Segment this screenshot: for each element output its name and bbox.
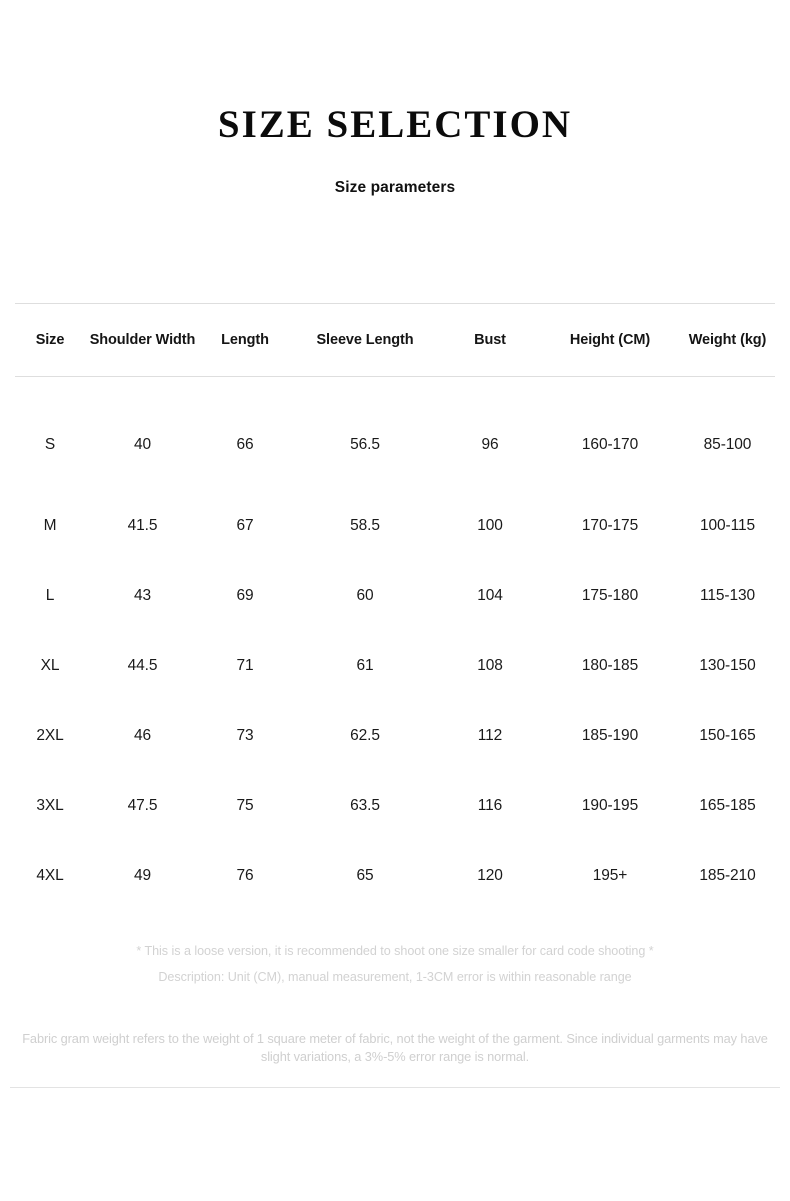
cell-height: 170-175: [581, 517, 639, 534]
cell-weight: 165-185: [699, 797, 756, 814]
cell-shoulder-width: 46: [133, 727, 152, 744]
cell-size: L: [45, 587, 55, 604]
cell-sleeve-length: 62.5: [350, 727, 380, 744]
cell-height: 160-170: [581, 436, 639, 453]
size-parameters-table: [15, 303, 775, 911]
cell-size: 3XL: [36, 797, 64, 814]
column-header-height: Height (CM): [540, 304, 680, 377]
cell-sleeve-length: 61: [356, 657, 374, 674]
cell-height: 175-180: [581, 587, 639, 604]
cell-size: M: [43, 517, 57, 534]
column-header-sleeve-length: Sleeve Length: [290, 304, 440, 377]
cell-weight: 185-210: [699, 867, 756, 884]
table-row: [15, 771, 775, 841]
cell-length: 69: [236, 587, 254, 604]
cell-height: 180-185: [581, 657, 639, 674]
cell-bust: 100: [477, 517, 503, 534]
cell-bust: 104: [477, 587, 503, 604]
cell-sleeve-length: 56.5: [350, 436, 380, 453]
cell-weight: 115-130: [699, 587, 756, 604]
cell-size: 4XL: [36, 867, 64, 884]
cell-bust: 108: [477, 657, 503, 674]
table-row: [15, 631, 775, 701]
table-row: [15, 561, 775, 631]
cell-shoulder-width: 41.5: [127, 517, 158, 534]
cell-sleeve-length: 63.5: [350, 797, 380, 814]
cell-length: 75: [236, 797, 254, 814]
cell-shoulder-width: 40: [133, 436, 152, 453]
cell-weight: 100-115: [699, 517, 756, 534]
cell-bust: 96: [481, 436, 499, 453]
cell-size: S: [44, 436, 56, 453]
footnote-loose-version: * This is a loose version, it is recommended to shoot one size smaller for card code shooting *: [136, 944, 654, 958]
footnote-measurement: Description: Unit (CM), manual measurement, 1-3CM error is within reasonable range: [158, 970, 632, 984]
page-subtitle: Size parameters: [334, 179, 456, 196]
cell-shoulder-width: 44.5: [127, 657, 158, 674]
footnotes: [0, 938, 790, 990]
column-header-length: Length: [200, 304, 290, 377]
cell-length: 71: [236, 657, 254, 674]
column-header-size: Size: [15, 304, 85, 377]
cell-shoulder-width: 49: [133, 867, 152, 884]
cell-height: 185-190: [581, 727, 639, 744]
column-header-shoulder-width: Shoulder Width: [85, 304, 200, 377]
cell-sleeve-length: 58.5: [350, 517, 380, 534]
cell-bust: 120: [477, 867, 503, 884]
table-row: [15, 701, 775, 771]
cell-size: XL: [40, 657, 60, 674]
column-header-bust: Bust: [440, 304, 540, 377]
fabric-weight-disclaimer: Fabric gram weight refers to the weight of 1 square meter of fabric, not the weight of the garment. Since individual garments may have slight variations, a 3%-5% error range is normal.: [22, 1031, 768, 1064]
bottom-divider: [10, 1087, 780, 1088]
cell-sleeve-length: 60: [356, 587, 374, 604]
column-header-weight: Weight (kg): [680, 304, 775, 377]
cell-height: 195+: [592, 867, 628, 884]
cell-shoulder-width: 43: [133, 587, 152, 604]
cell-length: 67: [236, 517, 254, 534]
cell-height: 190-195: [581, 797, 639, 814]
cell-size: 2XL: [36, 727, 64, 744]
cell-weight: 130-150: [699, 657, 756, 674]
table-row: [15, 841, 775, 911]
cell-length: 73: [236, 727, 254, 744]
cell-weight: 85-100: [703, 436, 752, 453]
cell-length: 66: [236, 436, 254, 453]
table-row: [15, 491, 775, 561]
page-title: SIZE SELECTION: [217, 103, 573, 146]
cell-sleeve-length: 65: [356, 867, 374, 884]
cell-length: 76: [236, 867, 254, 884]
table-header-row: [15, 304, 775, 377]
table-row: [15, 377, 775, 492]
cell-bust: 116: [477, 797, 503, 814]
cell-weight: 150-165: [699, 727, 756, 744]
cell-bust: 112: [477, 727, 503, 744]
cell-shoulder-width: 47.5: [127, 797, 158, 814]
